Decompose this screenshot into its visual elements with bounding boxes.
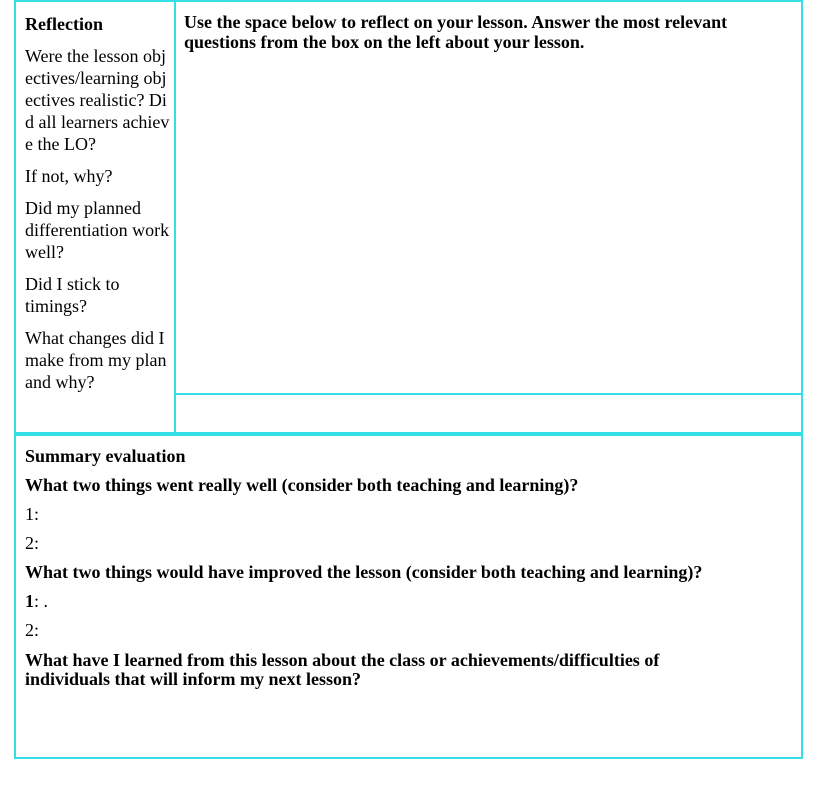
went-well-item-1[interactable]: 1: [25,504,40,524]
improve-question: What two things would have improved the lesson (consider both teaching and learning)? [25,562,703,582]
improve-item-1-text: : . [34,591,49,611]
reflection-heading: Reflection [25,14,103,34]
improve-item-2[interactable]: 2: [25,620,40,640]
improve-item-1-label: 1 [25,591,34,611]
improve-item-1[interactable] [25,590,48,612]
reflection-answer-cell[interactable] [174,0,803,395]
went-well-item-2[interactable]: 2: [25,533,40,553]
summary-heading: Summary evaluation [25,446,186,466]
went-well-question: What two things went really well (consider both teaching and learning)? [25,475,579,495]
reflection-instructions-line2: questions from the box on the left about your lesson. [184,32,585,52]
question-objectives: Were the lesson objectives/learning objectives realistic? Did all learners achieve the LO? [25,46,170,154]
question-differentiation: Did my planned differentiation work well? [25,198,170,262]
question-changes: What changes did I make from my plan and why? [25,328,167,392]
reflection-empty-cell [174,393,803,434]
learned-question-line2: individuals that will inform my next lesson? [25,669,362,689]
learned-question-line1: What have I learned from this lesson about the class or achievements/difficulties of [25,650,660,670]
reflection-instructions-line1: Use the space below to reflect on your lesson. Answer the most relevant [184,12,728,32]
question-timings: Did I stick to timings? [25,274,120,316]
question-if-not: If not, why? [25,166,113,186]
reflection-question-list [25,45,171,393]
